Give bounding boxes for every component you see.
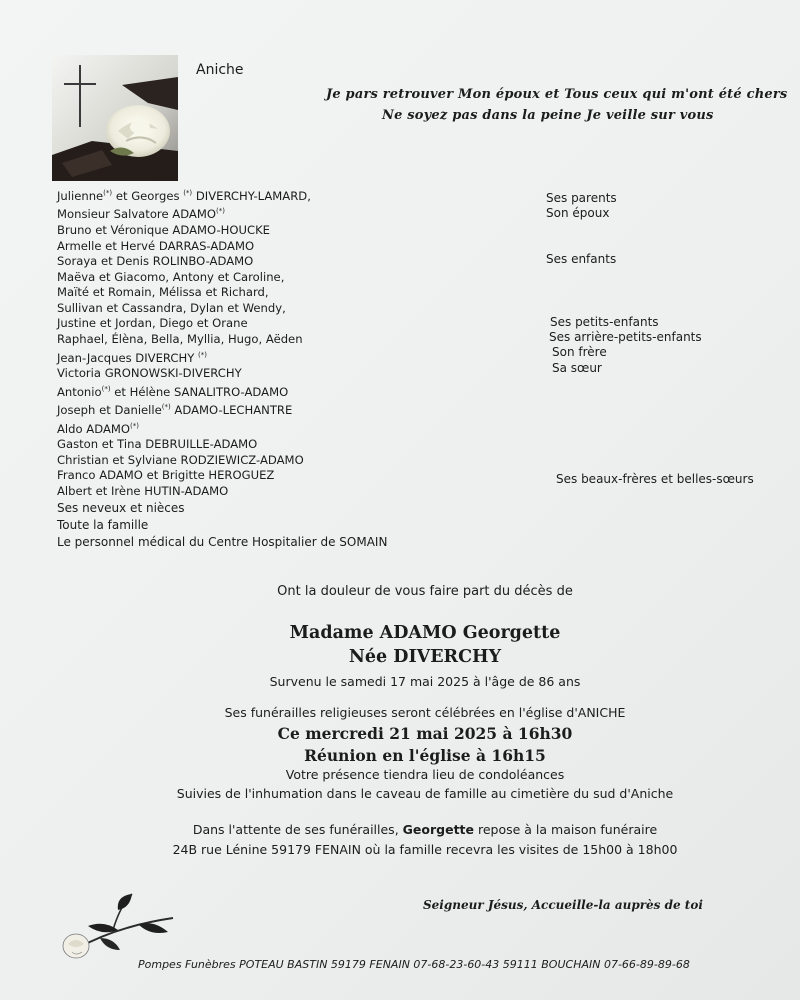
condolences-note: Votre présence tiendra lieu de condoléances (285, 767, 565, 782)
maiden-name: Née DIVERCHY (348, 647, 502, 667)
family-member-text: DIVERCHY-LAMARD, (192, 188, 311, 203)
family-member-line (57, 254, 527, 270)
family-member-line (57, 484, 527, 500)
family-member-text: Christian et Sylviane RODZIEWICZ-ADAMO (57, 452, 304, 467)
family-member-line (57, 382, 527, 400)
resting-name: Georgette (402, 822, 475, 837)
family-list (57, 186, 527, 499)
relation-in-laws: Ses beaux-frères et belles-sœurs (556, 472, 754, 486)
family-member-line (57, 400, 527, 418)
cross-rose-icon (52, 55, 178, 181)
family-member-text: Maïté et Romain, Mélissa et Richard, (57, 285, 269, 300)
meeting-time: Réunion en l'église à 16h15 (304, 746, 546, 765)
relation-great-grandchildren: Ses arrière-petits-enfants (549, 330, 702, 344)
family-member-text: Sullivan et Cassandra, Dylan et Wendy, (57, 300, 286, 315)
relation-parents: Ses parents (546, 191, 617, 205)
extra-mourner: Le personnel médical du Centre Hospitalier de SOMAIN (57, 535, 388, 549)
deceased-name: Madame ADAMO Georgette (289, 623, 561, 643)
deceased-mark: (*) (101, 384, 111, 393)
verse-line-2: Ne soyez pas dans la peine Je veille sur vous (382, 108, 714, 123)
family-member-text: Justine et Jordan, Diego et Orane (57, 316, 248, 331)
family-member-line (57, 419, 527, 437)
family-member-text: Julienne (57, 188, 104, 203)
family-member-line (57, 223, 527, 239)
relation-children: Ses enfants (546, 252, 617, 266)
family-member-text: et Hélène SANALITRO-ADAMO (110, 384, 289, 399)
deceased-mark: (*) (161, 403, 171, 412)
deceased-mark: (*) (183, 189, 193, 197)
family-member-text: Gaston et Tina DEBRUILLE-ADAMO (57, 437, 258, 452)
family-member-line (57, 437, 527, 453)
family-member-text: Antonio (57, 384, 102, 399)
extra-mourner: Ses neveux et nièces (57, 501, 185, 515)
family-member-text: Monsieur Salvatore ADAMO (57, 207, 216, 222)
deceased-mark: (*) (103, 189, 113, 197)
family-member-line (57, 270, 527, 286)
family-member-line (57, 239, 527, 255)
family-member-line (57, 468, 527, 484)
funeral-home-address: 24B rue Lénine 59179 FENAIN où la famille recevra les visites de 15h00 à 18h00 (172, 842, 678, 857)
closing-prayer: Seigneur Jésus, Accueille-la auprès de toi (423, 898, 703, 912)
death-date: Survenu le samedi 17 mai 2025 à l'âge de 86 ans (269, 674, 581, 689)
resting-text-a: Dans l'attente de ses funérailles, (192, 822, 403, 837)
family-member-text: Albert et Irène HUTIN-ADAMO (57, 483, 229, 498)
extra-mourner: Toute la famille (57, 518, 149, 532)
family-member-line (57, 285, 527, 301)
family-member-text: Jean-Jacques DIVERCHY (57, 350, 198, 365)
family-member-line (57, 332, 527, 348)
funeral-info: Ses funérailles religieuses seront célébrées en l'église d'ANICHE (224, 705, 626, 720)
family-member-text: Bruno et Véronique ADAMO-HOUCKE (57, 222, 270, 237)
announcement-intro: Ont la douleur de vous faire part du décès de (277, 584, 573, 599)
deceased-mark: (*) (215, 207, 225, 216)
family-member-text: Joseph et Danielle (57, 403, 162, 418)
family-member-text: Soraya et Denis ROLINBO-ADAMO (57, 254, 254, 269)
rose-icon (58, 886, 188, 966)
family-member-line (57, 204, 527, 222)
burial-info: Suivies de l'inhumation dans le caveau de famille au cimetière du sud d'Aniche (176, 786, 674, 801)
relation-sister: Sa sœur (552, 361, 602, 375)
relation-spouse: Son époux (546, 206, 610, 220)
deceased-mark: (*) (197, 350, 207, 359)
family-member-text: et Georges (112, 188, 184, 203)
cross-rose-photo (52, 55, 178, 181)
family-member-line (57, 348, 527, 366)
family-member-line (57, 186, 527, 204)
family-member-text: Raphael, Élèna, Bella, Myllia, Hugo, Aëden (57, 332, 303, 347)
funeral-home-footer: Pompes Funèbres POTEAU BASTIN 59179 FENAIN 07-68-23-60-43 59111 BOUCHAIN 07-66-89-89-68 (138, 958, 690, 971)
family-member-text: Victoria GRONOWSKI-DIVERCHY (57, 366, 242, 381)
family-member-line (57, 453, 527, 469)
relation-brother: Son frère (552, 345, 607, 359)
family-member-line (57, 366, 527, 382)
resting-place-line (0, 822, 800, 837)
family-member-text: Maëva et Giacomo, Antony et Caroline, (57, 269, 285, 284)
family-member-line (57, 301, 527, 317)
town-name: Aniche (196, 62, 244, 78)
deceased-mark: (*) (130, 421, 139, 430)
verse-line-1: Je pars retrouver Mon époux et Tous ceux qui m'ont été chers (326, 87, 788, 102)
family-member-text: Aldo ADAMO (57, 421, 131, 436)
rose-illustration (58, 886, 188, 966)
family-member-text: ADAMO-LECHANTRE (170, 403, 293, 418)
extra-mourners-list (57, 500, 387, 551)
family-member-line (57, 316, 527, 332)
resting-text-b: repose à la maison funéraire (474, 822, 658, 837)
family-member-text: Armelle et Hervé DARRAS-ADAMO (57, 238, 255, 253)
funeral-date: Ce mercredi 21 mai 2025 à 16h30 (277, 724, 573, 743)
relation-grandchildren: Ses petits-enfants (550, 315, 659, 329)
family-member-text: Franco ADAMO et Brigitte HEROGUEZ (57, 468, 275, 483)
